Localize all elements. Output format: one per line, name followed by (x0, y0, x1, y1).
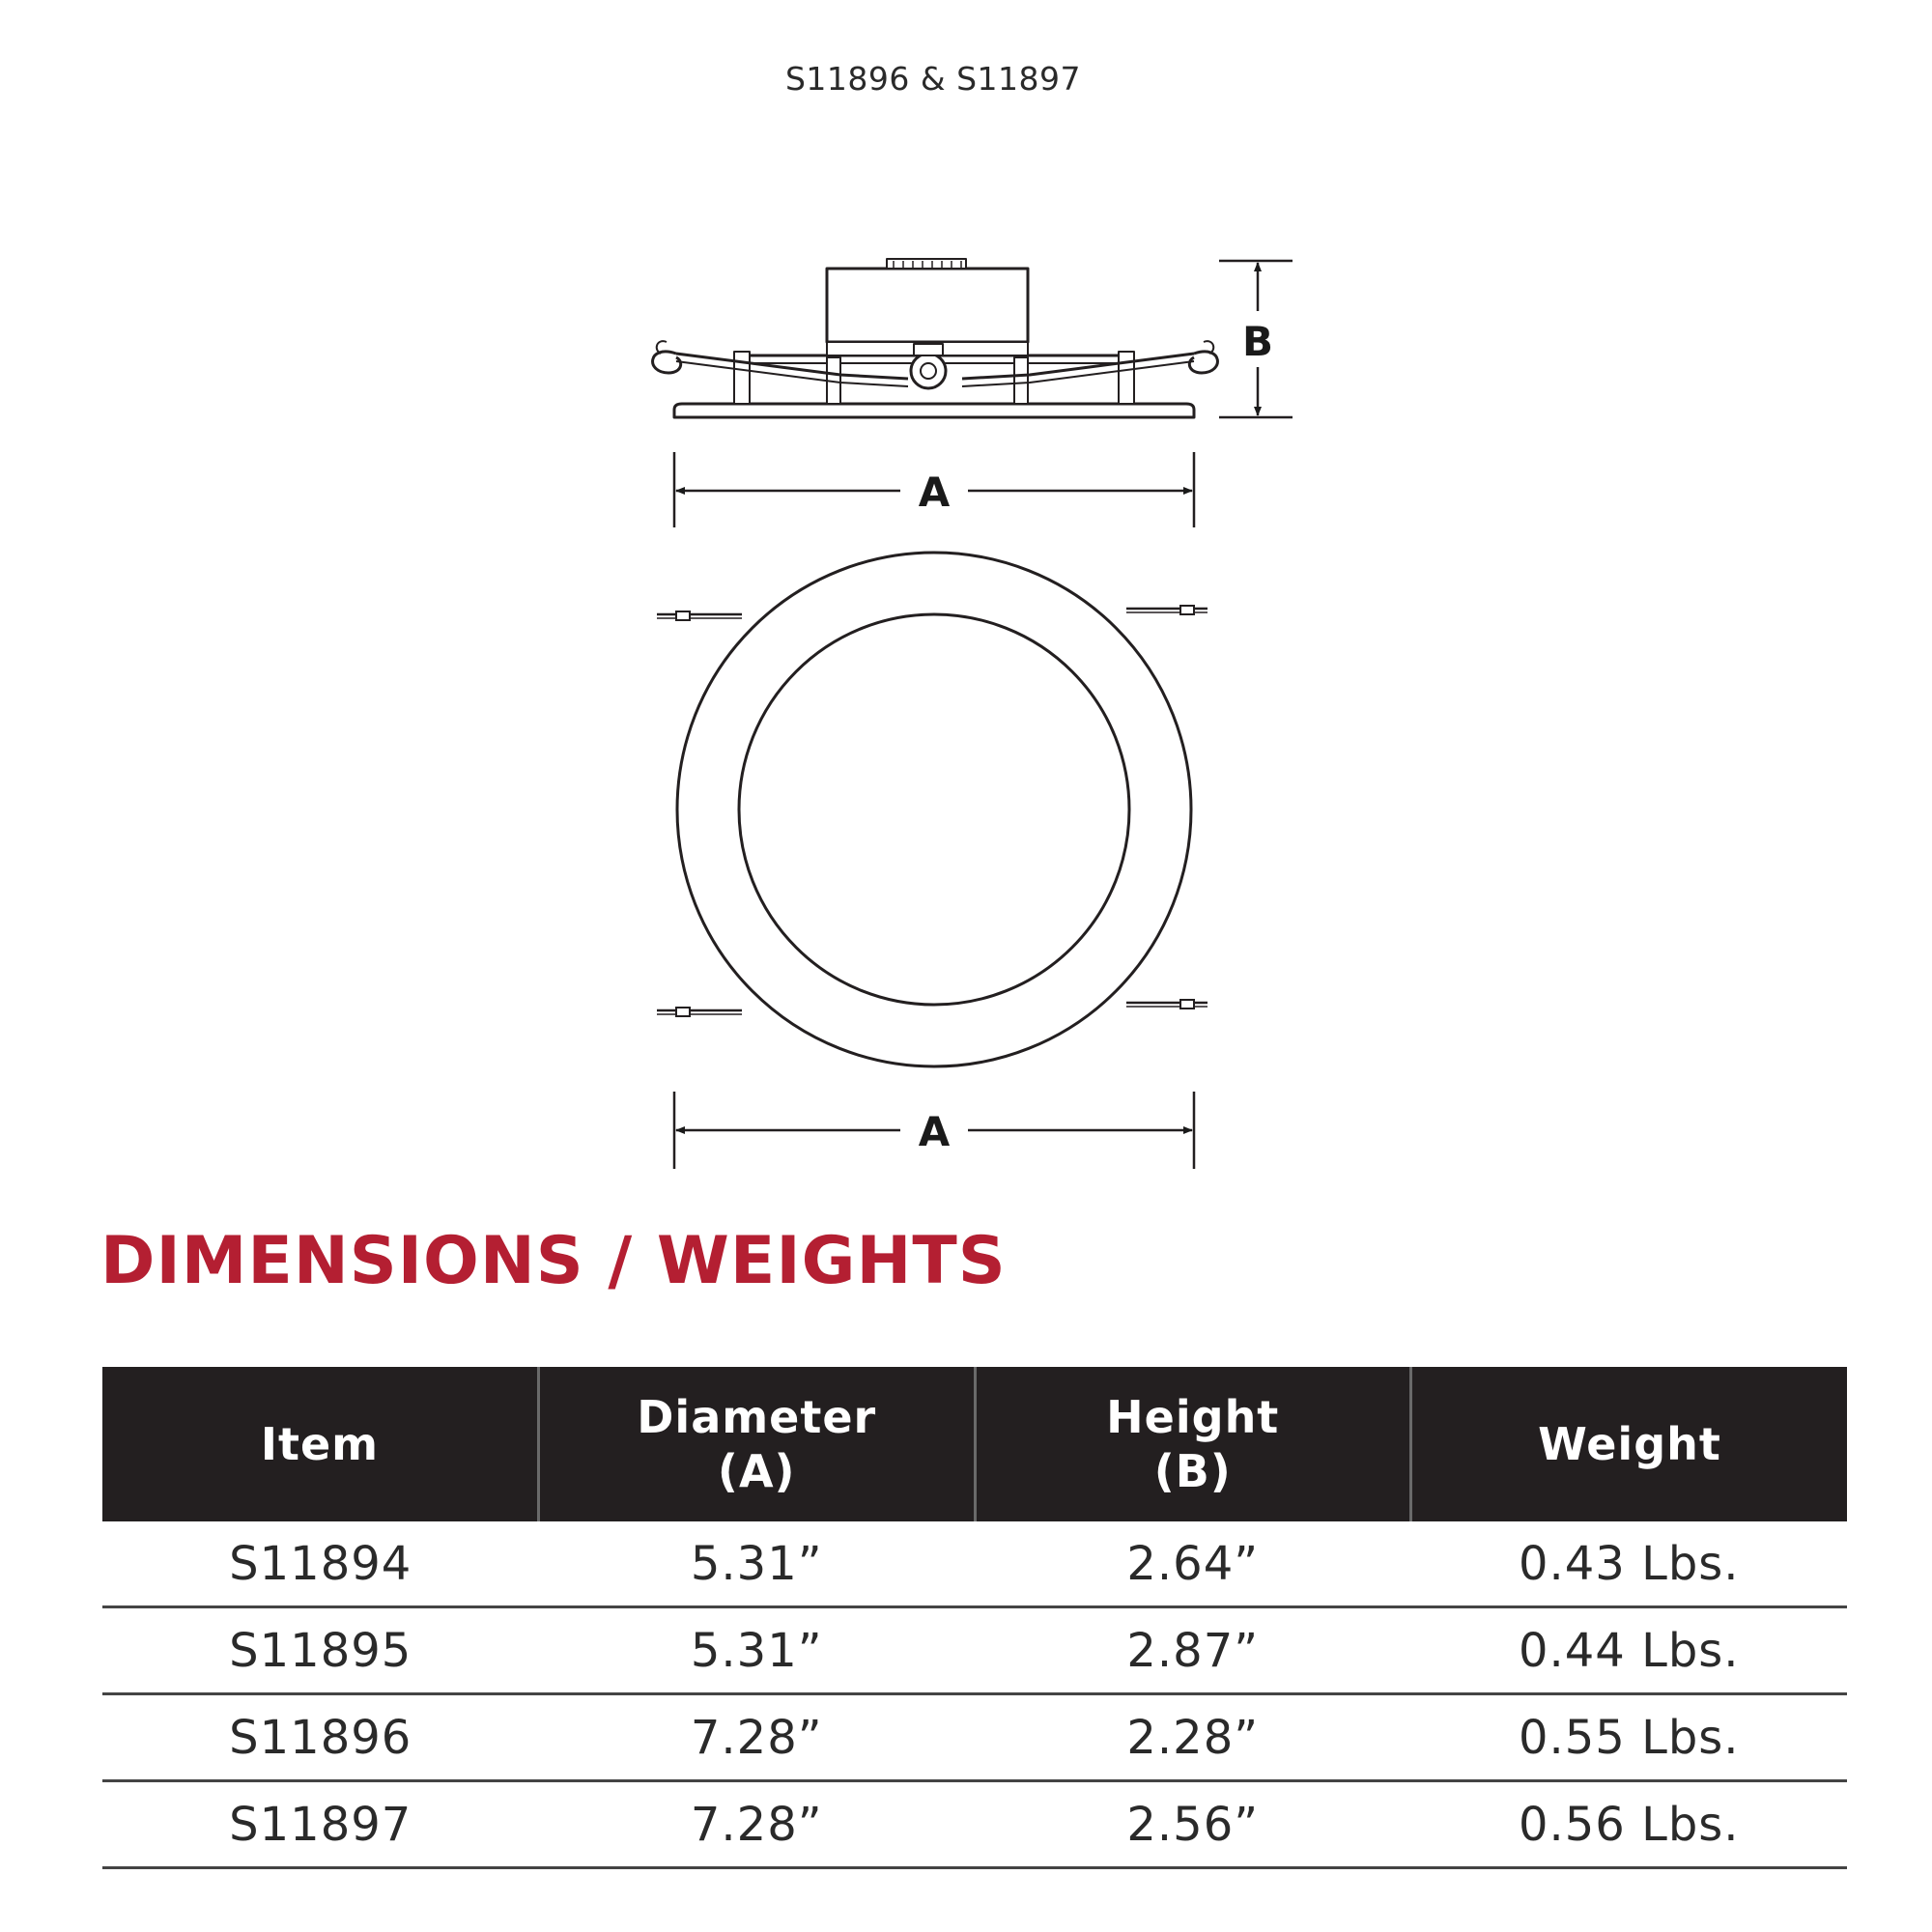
top-view (657, 553, 1208, 1066)
cell-item: S11894 (102, 1521, 539, 1607)
diagram-title: S11896 & S11897 (784, 60, 1082, 98)
section-heading: DIMENSIONS / WEIGHTS (100, 1223, 1007, 1299)
cell-diameter: 7.28” (539, 1694, 976, 1781)
cell-item: S11896 (102, 1694, 539, 1781)
cell-height: 2.87” (975, 1607, 1411, 1694)
table-row (102, 1521, 1847, 1607)
cell-item: S11895 (102, 1607, 539, 1694)
table-row (102, 1694, 1847, 1781)
label-width-a-top: A (918, 1108, 951, 1155)
label-height-b: B (1241, 318, 1274, 365)
label-width-a-side: A (918, 469, 951, 516)
cell-height: 2.56” (975, 1781, 1411, 1868)
table-row (102, 1607, 1847, 1694)
cell-diameter: 7.28” (539, 1781, 976, 1868)
table-row (102, 1781, 1847, 1868)
header-height: Height (B) (975, 1367, 1411, 1521)
side-view (653, 259, 1218, 417)
header-weight: Weight (1411, 1367, 1848, 1521)
table-header-row (102, 1367, 1847, 1521)
cell-weight: 0.43 Lbs. (1411, 1521, 1848, 1607)
cell-weight: 0.44 Lbs. (1411, 1607, 1848, 1694)
header-diameter: Diameter (A) (539, 1367, 976, 1521)
cell-weight: 0.55 Lbs. (1411, 1694, 1848, 1781)
cell-weight: 0.56 Lbs. (1411, 1781, 1848, 1868)
cell-diameter: 5.31” (539, 1521, 976, 1607)
dimensions-table (102, 1367, 1847, 1869)
cell-item: S11897 (102, 1781, 539, 1868)
cell-height: 2.64” (975, 1521, 1411, 1607)
cell-diameter: 5.31” (539, 1607, 976, 1694)
cell-height: 2.28” (975, 1694, 1411, 1781)
header-item: Item (102, 1367, 539, 1521)
